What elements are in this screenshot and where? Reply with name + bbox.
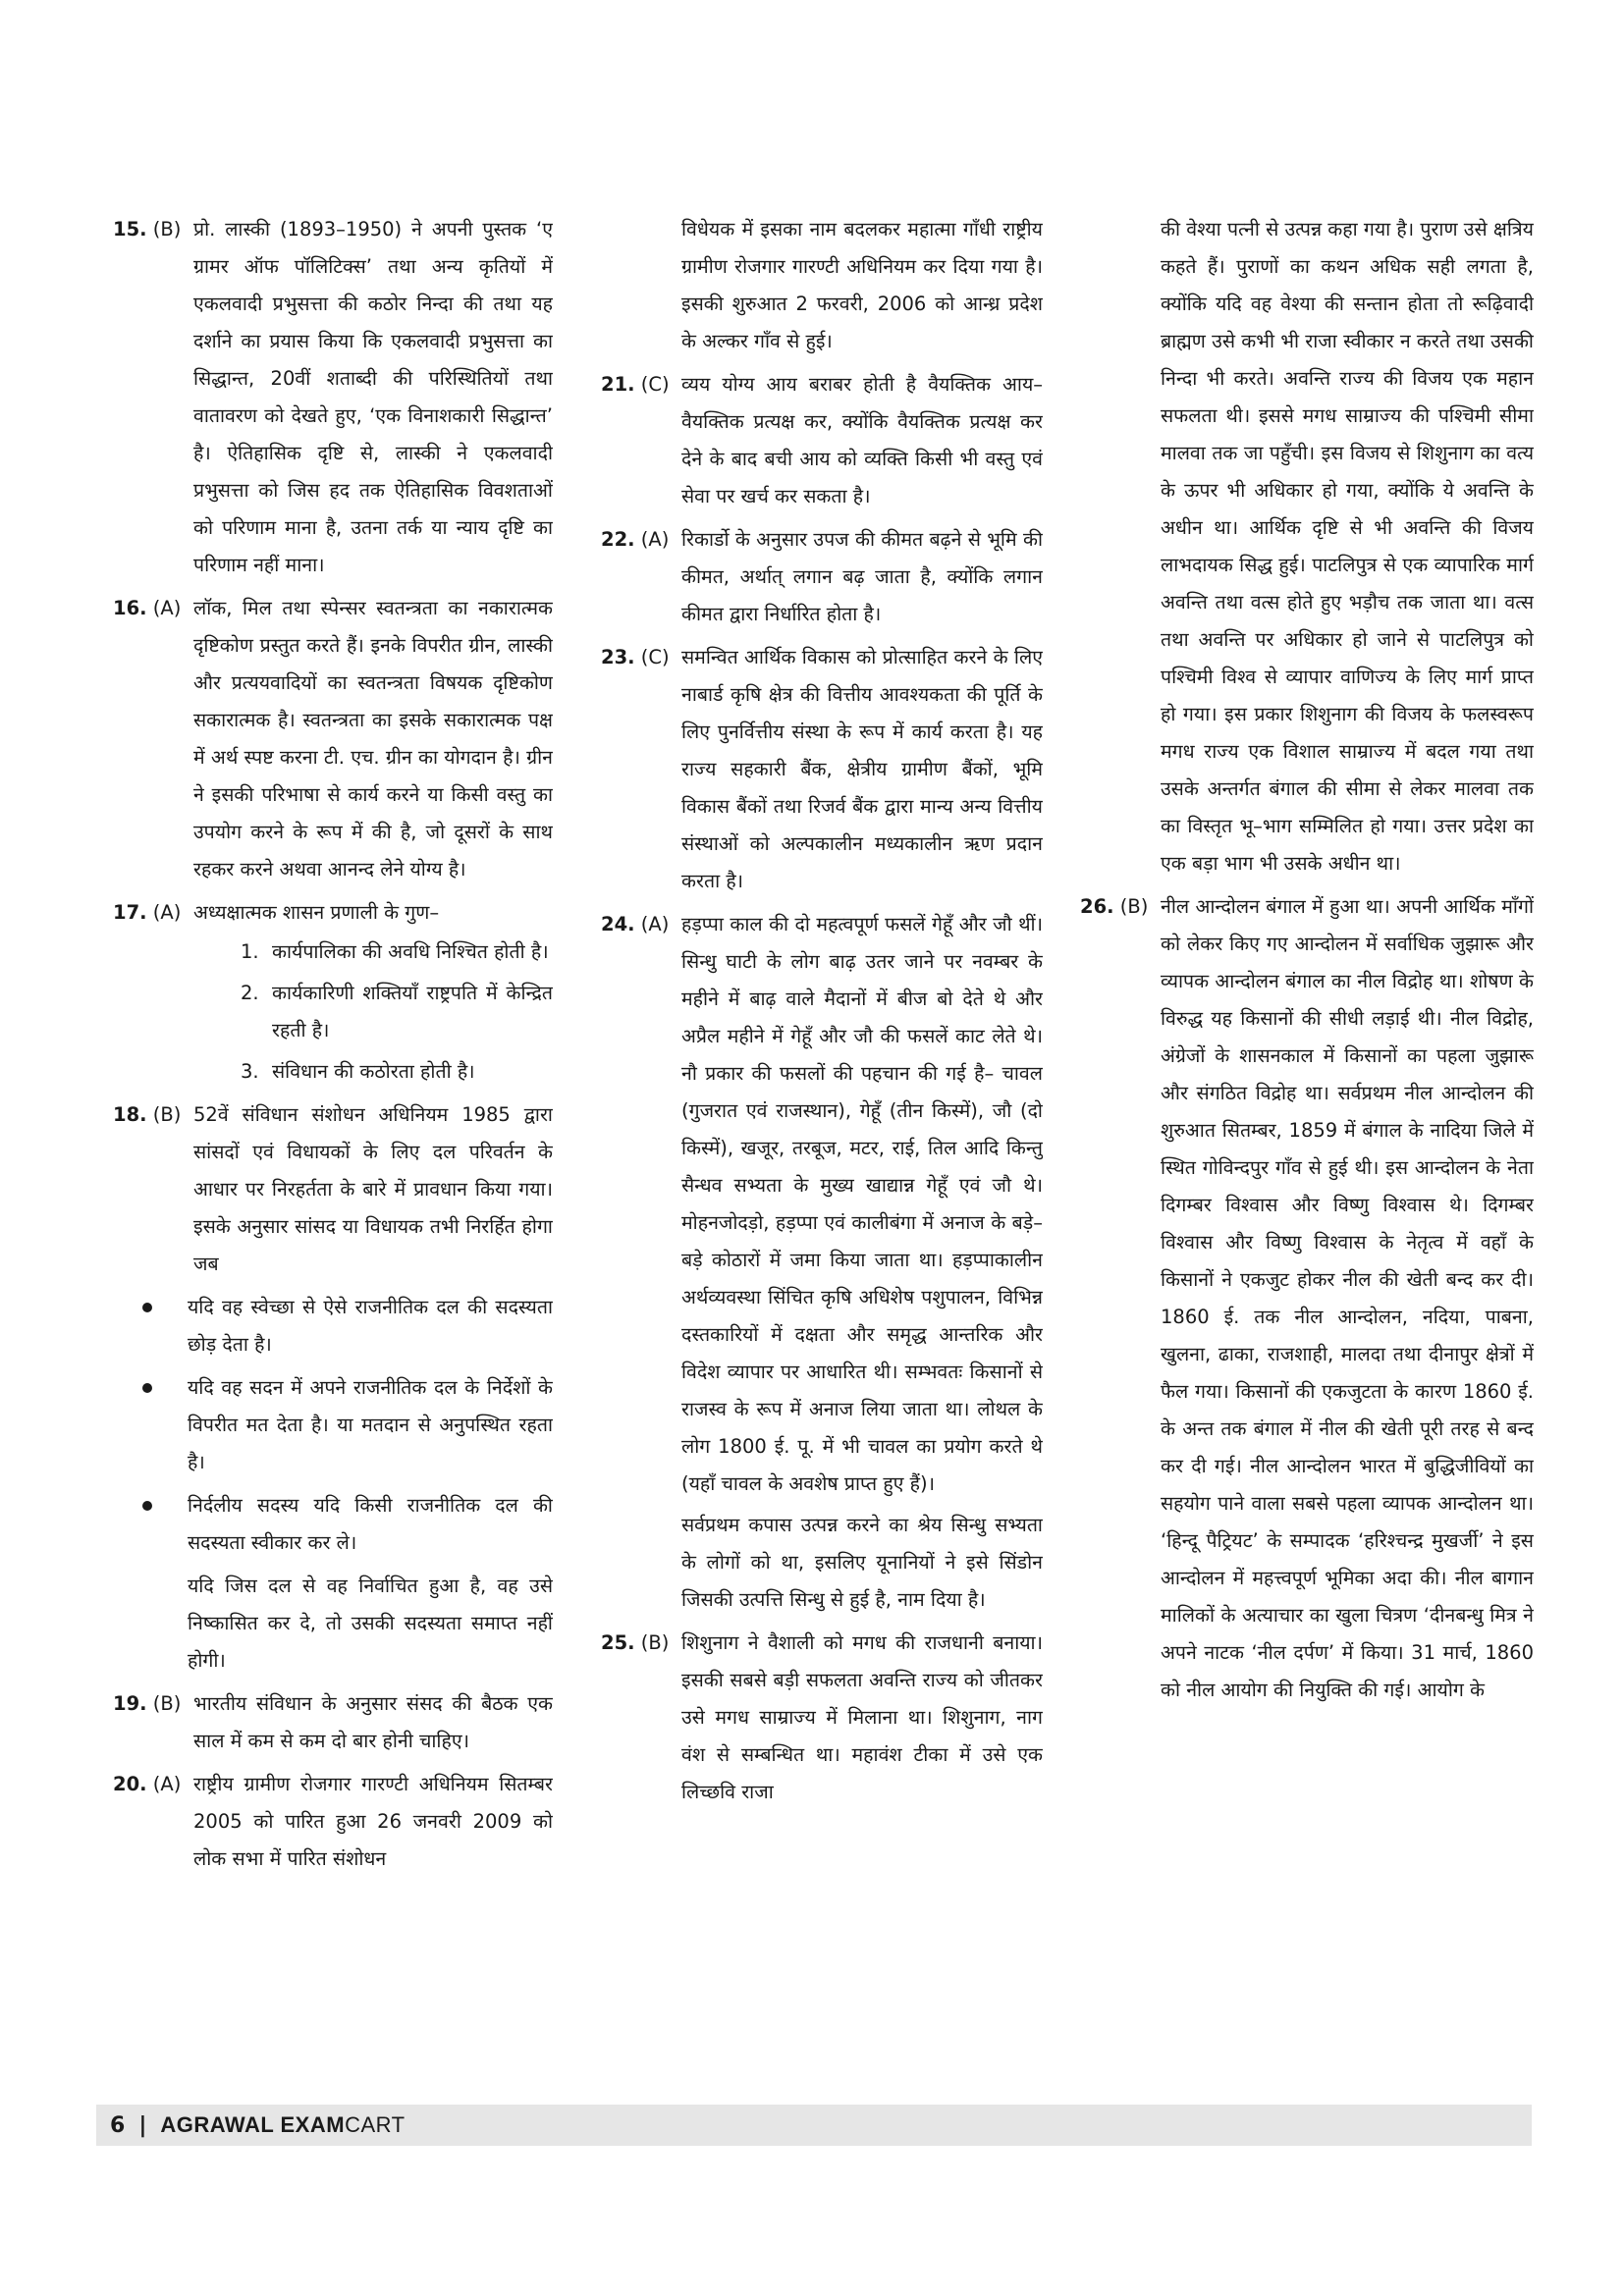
answer-text: नील आन्दोलन बंगाल में हुआ था। अपनी आर्थिक माँगों को लेकर किए गए आन्दोलन में सर्वाधिक जुझारू और व्यापक आन्दोलन बंगाल का नील विद्रोह था। शोषण के विरुद्ध यह किसानों की सीधी लड़ाई थी। नील विद्रोह, अंग्रेजों के शासनकाल में किसानों का पहला जुझारू और संगठित विद्रोह था। सर्वप्रथम नील आन्दोलन की शुरुआत सितम्बर, 1859 में बंगाल के नादिया जिले में स्थित गोविन्दपुर गाँव से हुई थी। इस आन्दोलन के नेता दिगम्बर विश्वास और विष्णु विश्वास थे। दिगम्बर विश्वास और विष्णु विश्वास के नेतृत्व में वहाँ के किसानों ने एकजुट होकर नील की खेती बन्द कर दी। 1860 ई. तक नील आन्दोलन, नदिया, पाबना, खुलना, ढाका, राजशाही, मालदा तथा दीनापुर क्षेत्रों में फैल गया। किसानों की एकजुटता के कारण 1860 ई. के अन्त तक बंगाल में नील की खेती पूरी तरह से बन्द कर दी गई। नील आन्दोलन भारत में बुद्धिजीवियों का सहयोग पाने वाला सबसे पहला व्यापक आन्दोलन था। ‘हिन्दू पैट्रियट’ के सम्पादक ‘हरिश्चन्द्र मुखर्जी’ ने इस आन्दोलन में महत्त्वपूर्ण भूमिका अदा की। नील बागान मालिकों के अत्याचार का खुला चित्रण ‘दीनबन्धु मित्र ने अपने नाटक ‘नील दर्पण’ में किया। 31 मार्च, 1860 को नील आयोग की नियुक्ति की गई। आयोग के [1161,895,1534,1701]
numbered-list [193,934,553,1091]
list-item: यदि वह स्वेच्छा से ऐसे राजनीतिक दल की सदस्यता छोड़ देता है। [188,1289,553,1363]
answer-text: समन्वित आर्थिक विकास को प्रोत्साहित करने के लिए नाबार्ड कृषि क्षेत्र की वित्तीय आवश्यकता की पूर्ति के लिए पुनर्वित्तीय संस्था के रूप में कार्य करता है। यह राज्य सहकारी बैंक, क्षेत्रीय ग्रामीण बैंकों, भूमि विकास बैंकों तथा रिजर्व बैंक द्वारा मान्य अन्य वित्तीय संस्थाओं को अल्पकालीन मध्यकालीन ऋण प्रदान करता है। [681,646,1043,892]
answer-23 [601,639,1043,900]
answer-option: (C) [640,373,670,396]
answer-text: अध्यक्षात्मक शासन प्रणाली के गुण– [193,901,440,924]
question-number: 24. [601,913,635,935]
answer-option: (C) [640,646,670,668]
bullet-icon [142,1303,152,1312]
list-item: यदि वह सदन में अपने राजनीतिक दल के निर्देशों के विपरीत मत देता है। या मतदान से अनुपस्थित रहता है। [188,1369,553,1481]
question-number: 21. [601,373,635,396]
page-number: 6 [110,2112,126,2138]
answer-text: भारतीय संविधान के अनुसार संसद की बैठक एक साल में कम से कम दो बार होनी चाहिए। [193,1692,553,1752]
answer-option: (B) [152,1103,182,1126]
answer-16 [113,590,553,888]
question-number: 18. [113,1103,147,1126]
question-number: 16. [113,597,147,619]
answer-option: (B) [152,1692,182,1715]
list-item: 3. संविधान की कठोरता होती है। [241,1060,475,1083]
answer-option: (A) [640,913,670,935]
question-number: 26. [1080,895,1114,918]
answer-20-continued: विधेयक में इसका नाम बदलकर महात्मा गाँधी राष्ट्रीय ग्रामीण रोजगार गारण्टी अधिनियम कर दिया गया है। इसकी शुरुआत 2 फरवरी, 2006 को आन्ध्र प्रदेश के अल्कर गाँव से हुई। [681,218,1043,352]
question-number: 20. [113,1773,147,1795]
bullet-icon [142,1501,152,1511]
bullet-icon [142,1383,152,1393]
list-item: 2. कार्यकारिणी शक्तियाँ राष्ट्रपति में केन्द्रित रहती है। [241,982,553,1041]
answer-text: रिकार्डो के अनुसार उपज की कीमत बढ़ने से भूमि की कीमत, अर्थात् लगान बढ़ जाता है, क्योंकि लगान कीमत द्वारा निर्धारित होता है। [681,528,1043,625]
question-number: 23. [601,646,635,668]
answer-option: (B) [640,1631,670,1654]
column-3 [1080,211,1534,2076]
answer-text: राष्ट्रीय ग्रामीण रोजगार गारण्टी अधिनियम सितम्बर 2005 को पारित हुआ 26 जनवरी 2009 को लोक सभा में पारित संशोधन [193,1773,553,1870]
answer-option: (A) [152,1773,182,1795]
answer-20 [113,1766,553,1878]
answer-text: हड़प्पा काल की दो महत्वपूर्ण फसलें गेहूँ और जौ थीं। सिन्धु घाटी के लोग बाढ़ उतर जाने पर नवम्बर के महीने में बाढ़ वाले मैदानों में बीज बो देते थे और अप्रैल महीने में गेहूँ और जौ की फसलें काट लेते थे। नौ प्रकार की फसलों की पहचान की गई है– चावल (गुजरात एवं राजस्थान), गेहूँ (तीन किस्में), जौ (दो किस्में), खजूर, तरबूज, मटर, राई, तिल आदि किन्तु सैन्धव सभ्यता के मुख्य खाद्यान्न गेहूँ एवं जौ थे। मोहनजोदड़ो, हड़प्पा एवं कालीबंगा में अनाज के बड़े–बड़े कोठारों में जमा किया जाता था। हड़प्पाकालीन अर्थव्यवस्था सिंचित कृषि अधिशेष पशुपालन, विभिन्न दस्तकारियों में दक्षता और समृद्ध आन्तरिक और विदेश व्यापार पर आधारित थी। सम्भवतः किसानों से राजस्व के रूप में अनाज लिया जाता था। लोथल के लोग 1800 ई. पू. में भी चावल का प्रयोग करते थे (यहाँ चावल के अवशेष प्राप्त हुए हैं)। [681,913,1043,1495]
answer-17 [113,894,553,1091]
question-number: 19. [113,1692,147,1715]
question-number: 25. [601,1631,635,1654]
answer-text: प्रो. लास्की (1893–1950) ने अपनी पुस्तक ‘ए ग्रामर ऑफ पॉलिटिक्स’ तथा अन्य कृतियों में एकलवादी प्रभुसत्ता की कठोर निन्दा की तथा यह दर्शाने का प्रयास किया कि एकलवादी प्रभुसत्ता का सिद्धान्त, 20वीं शताब्दी की परिस्थितियों तथा वातावरण को देखते हुए, ‘एक विनाशकारी सिद्धान्त’ है। ऐतिहासिक दृष्टि से, लास्की ने एकलवादी प्रभुसत्ता को जिस हद तक ऐतिहासिक विवशताओं को परिणाम माना है, उतना तर्क या न्याय दृष्टि का परिणाम नहीं माना। [193,218,553,576]
answer-text: लॉक, मिल तथा स्पेन्सर स्वतन्त्रता का नकारात्मक दृष्टिकोण प्रस्तुत करते हैं। इनके विपरीत ग्रीन, लास्की और प्रत्ययवादियों का स्वतन्त्रता विषयक दृष्टिकोण सकारात्मक है। स्वतन्त्रता का इसके सकारात्मक पक्ष में अर्थ स्पष्ट करना टी. एच. ग्रीन का योगदान है। ग्रीन ने इसकी परिभाषा से कार्य करने या किसी वस्तु का उपयोग करने के रूप में की है, जो दूसरों के साथ रहकर करने अथवा आनन्द लेने योग्य है। [193,597,553,881]
answer-option: (A) [640,528,670,551]
publisher-brand-light: CART [345,2112,406,2137]
answer-25 [601,1625,1043,1811]
answer-25-continued: की वेश्या पत्नी से उत्पन्न कहा गया है। पुराण उसे क्षत्रिय कहते हैं। पुराणों का कथन अधिक सही लगता है, क्योंकि यदि वह वेश्या की सन्तान होता तो रूढ़िवादी ब्राह्मण उसे कभी भी राजा स्वीकार न करते तथा उसकी निन्दा भी करते। अवन्ति राज्य की विजय एक महान सफलता थी। इससे मगध साम्राज्य की पश्चिमी सीमा मालवा तक जा पहुँची। इस विजय से शिशुनाग का वत्य के ऊपर भी अधिकार हो गया, क्योंकि ये अवन्ति के अधीन था। आर्थिक दृष्टि से भी अवन्ति की विजय लाभदायक सिद्ध हुई। पाटलिपुत्र से एक व्यापारिक मार्ग अवन्ति तथा वत्स होते हुए भड़ौच तक जाता था। वत्स तथा अवन्ति पर अधिकार हो जाने से पाटलिपुत्र को पश्चिमी विश्व से व्यापार वाणिज्य के लिए मार्ग प्राप्त हो गया। इस प्रकार शिशुनाग की विजय के फलस्वरूप मगध राज्य एक विशाल साम्राज्य में बदल गया तथा उसके अन्तर्गत बंगाल की सीमा से लेकर मालवा तक का विस्तृत भू–भाग सम्मिलित हो गया। उत्तर प्रदेश का एक बड़ा भाग भी उसके अधीन था। [1161,218,1534,875]
bullet-note: यदि जिस दल से वह निर्वाचित हुआ है, वह उसे निष्कासित कर दे, तो उसकी सदस्यता समाप्त नहीं होगी। [188,1575,553,1672]
answer-paragraph: सर्वप्रथम कपास उत्पन्न करने का श्रेय सिन्धु सभ्यता के लोगों को था, इसलिए यूनानियों ने इसे सिंडोन जिसकी उत्पत्ति सिन्धु से हुई है, नाम दिया है। [681,1514,1043,1611]
question-number: 17. [113,901,147,924]
column-1 [113,211,553,2076]
answer-22 [601,521,1043,633]
column-2 [601,211,1043,2076]
page-footer [96,2105,1532,2146]
bullet-list [113,1289,553,1562]
question-number: 22. [601,528,635,551]
answer-18 [113,1096,553,1283]
answer-24 [601,906,1043,1619]
answer-15 [113,211,553,584]
footer-separator: | [138,2112,147,2138]
list-item: 1. कार्यपालिका की अवधि निश्चित होती है। [241,940,549,963]
answer-option: (B) [1119,895,1149,918]
answer-option: (A) [152,901,182,924]
publisher-brand-bold: AGRAWAL EXAM [160,2112,346,2137]
answer-26 [1080,888,1534,1709]
answer-text: व्यय योग्य आय बराबर होती है वैयक्तिक आय–वैयक्तिक प्रत्यक्ष कर, क्योंकि वैयक्तिक प्रत्यक्ष कर देने के बाद बची आय को व्यक्ति किसी भी वस्तु एवं सेवा पर खर्च कर सकता है। [681,373,1043,507]
answer-text: शिशुनाग ने वैशाली को मगध की राजधानी बनाया। इसकी सबसे बड़ी सफलता अवन्ति राज्य को जीतकर उसे मगध साम्राज्य में मिलाना था। शिशुनाग, नाग वंश से सम्बन्धित था। महावंश टीका में उसे एक लिच्छवि राजा [681,1631,1043,1803]
answer-21 [601,366,1043,515]
question-number: 15. [113,218,147,240]
answer-19 [113,1685,553,1760]
answer-text: 52वें संविधान संशोधन अधिनियम 1985 द्वारा सांसदों एवं विधायकों के लिए दल परिवर्तन के आधार पर निरहर्तता के बारे में प्रावधान किया गया। इसके अनुसार सांसद या विधायक तभी निरर्हित होगा जब [193,1103,553,1275]
answer-option: (A) [152,597,182,619]
answer-option: (B) [152,218,182,240]
list-item: निर्दलीय सदस्य यदि किसी राजनीतिक दल की सदस्यता स्वीकार कर ले। [188,1487,553,1562]
